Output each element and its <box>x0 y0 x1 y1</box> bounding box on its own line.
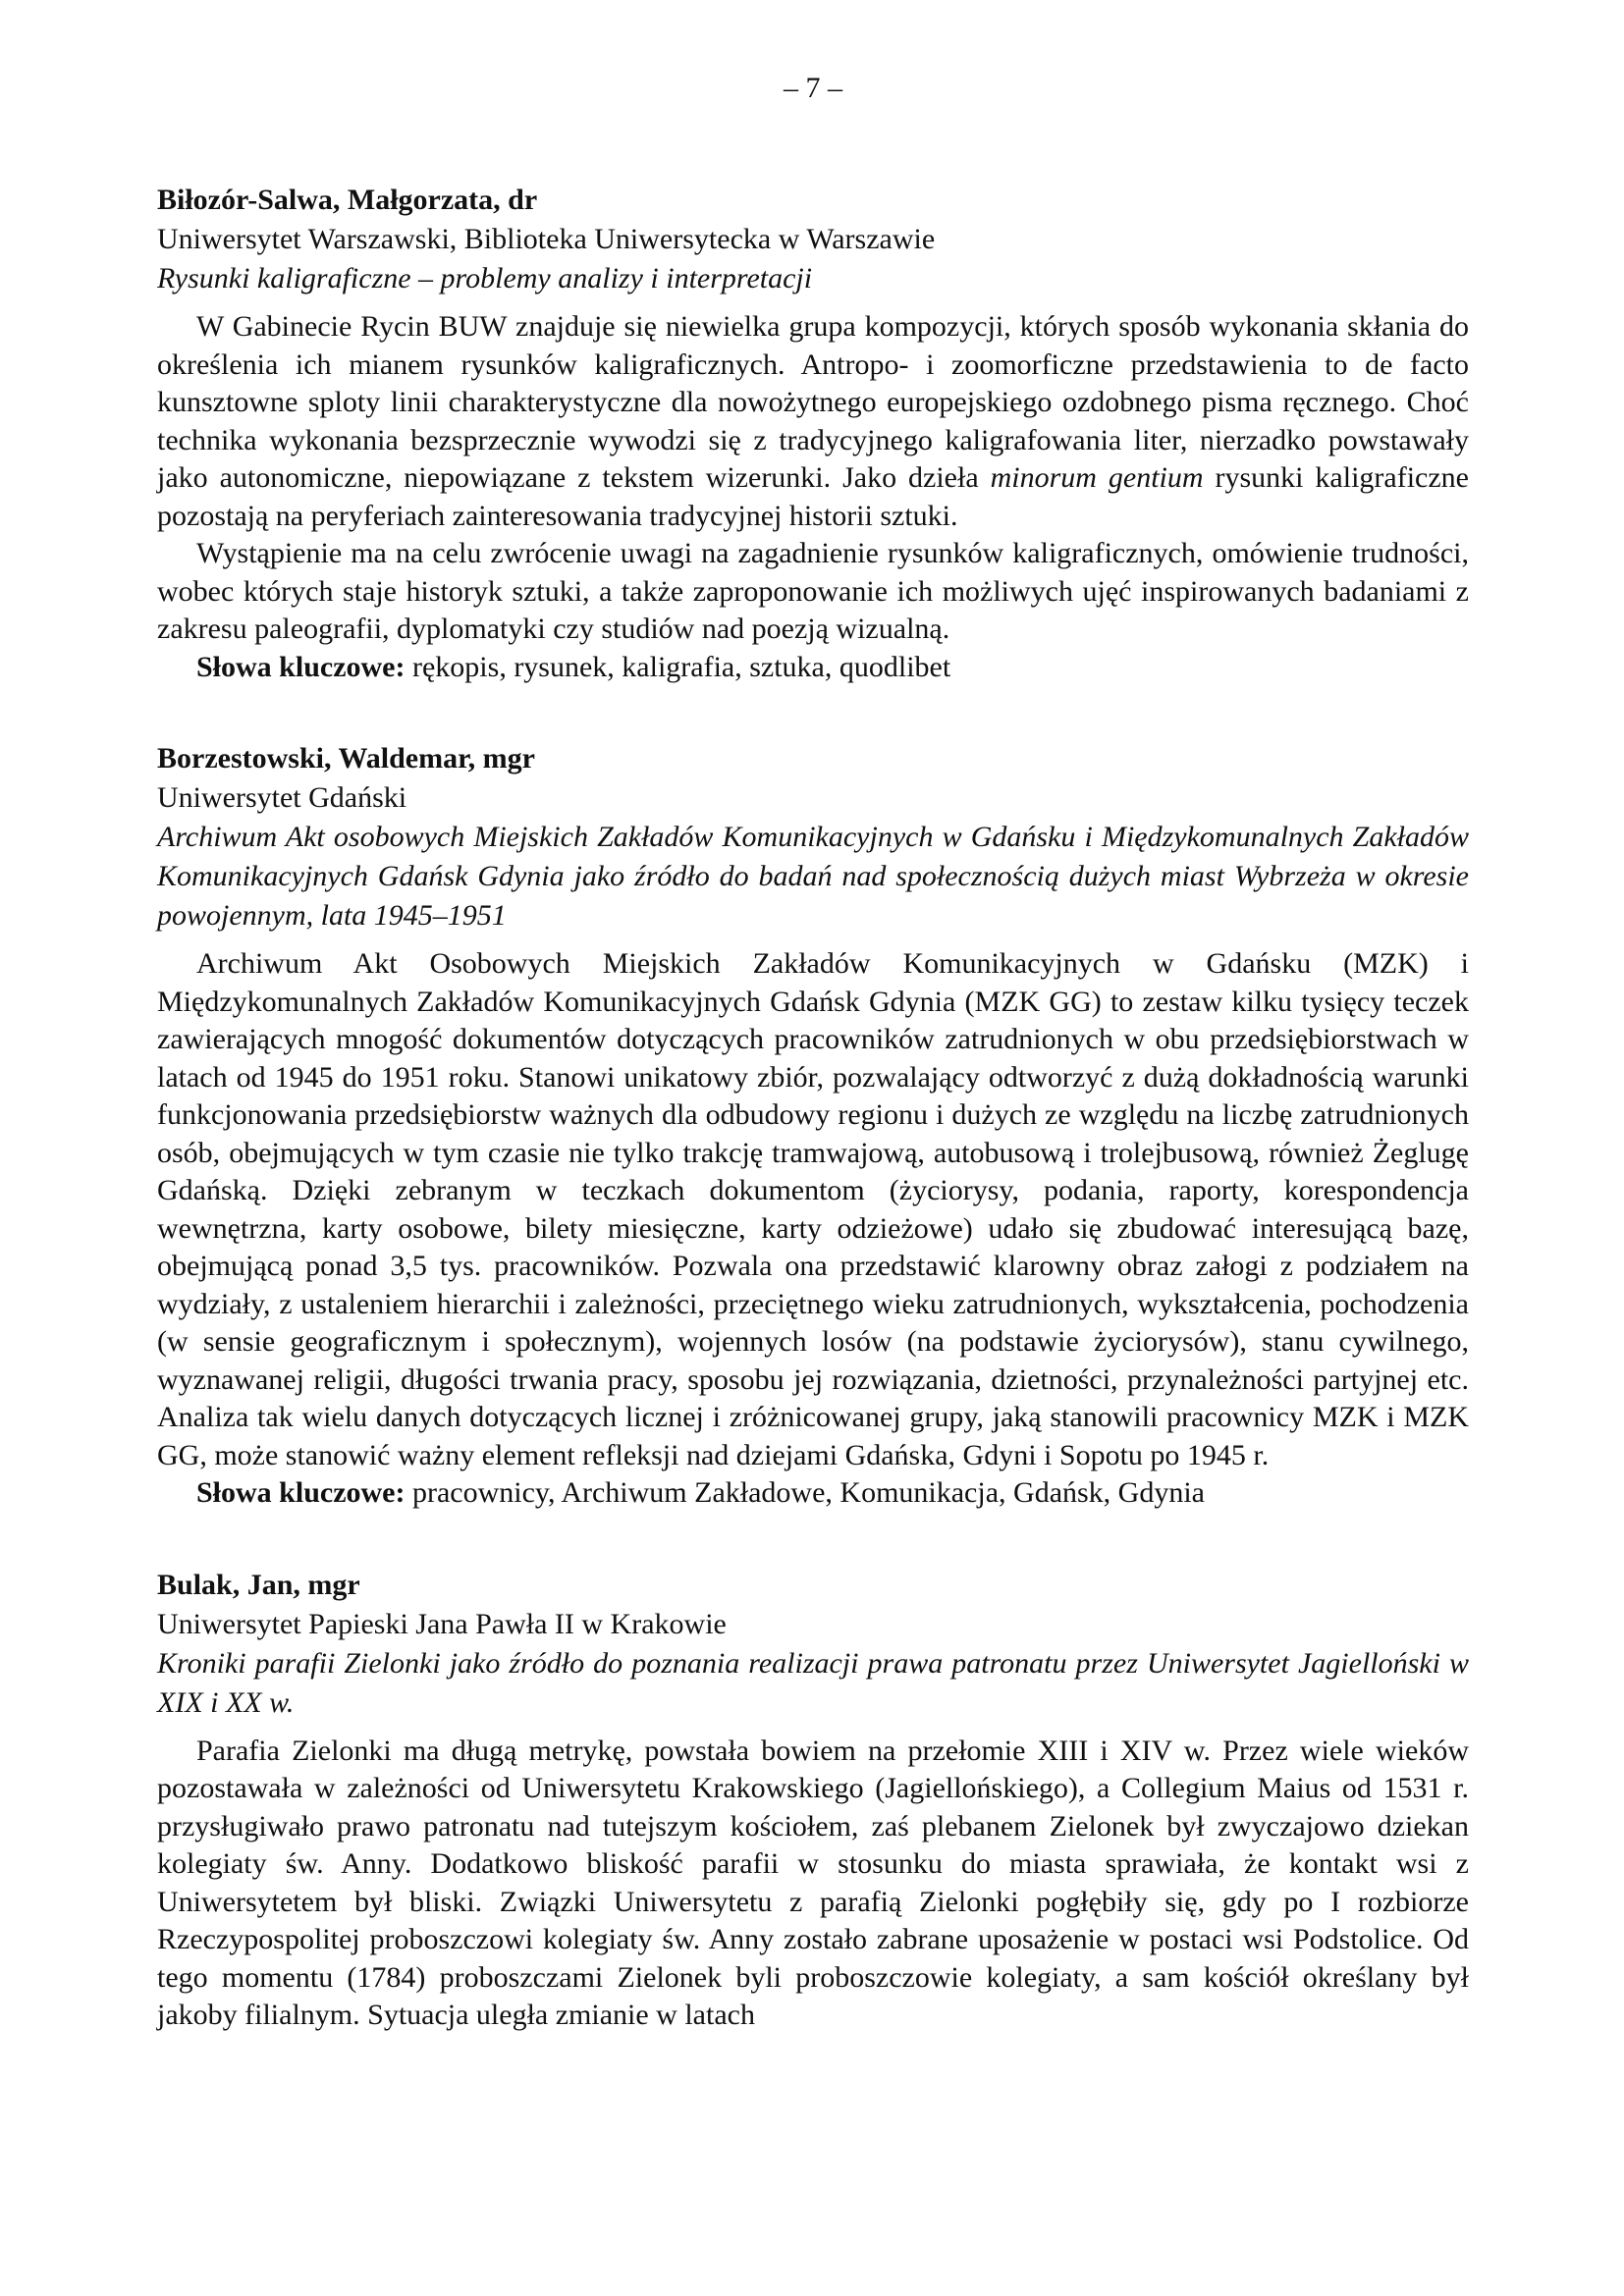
abstract-body <box>157 308 1469 686</box>
paragraph-text: rysunki kaligraficzne pozostają na peryferiach zainteresowania tradycyjnej historii sztuki. <box>157 461 1469 532</box>
abstract-paragraph: Parafia Zielonki ma długą metrykę, powstała bowiem na przełomie XIII i XIV w. Przez wiele wieków pozostawała w zależności od Uniwersytetu Krakowskiego (Jagiellońskiego), a Collegium Maius od 1531 r. przysługiwało prawo patronatu nad tutejszym kościołem, zaś plebanem Zielonek był zwyczajowo dziekan kolegiaty św. Anny. Dodatkowo bliskość parafii w stosunku do miasta sprawiała, że kontakt wsi z Uniwersytetem był bliski. Związki Uniwersytetu z parafią Zielonki pogłębiły się, gdy po I rozbiorze Rzeczypospolitej proboszczowi kolegiaty św. Anny zostało zabrane uposażenie w postaci wsi Podstolice. Od tego momentu (1784) proboszczami Zielonek byli proboszczowie kolegiaty, a sam kościół określany był jakoby filialnym. Sytuacja uległa zmianie w latach <box>157 1734 1469 2031</box>
keywords-list: rękopis, rysunek, kaligrafia, sztuka, quodlibet <box>405 650 951 683</box>
abstract-paragraph <box>157 308 1469 535</box>
abstract-title: Archiwum Akt osobowych Miejskich Zakładów Komunikacyjnych w Gdańsku i Międzykomunalnych Zakładów Komunikacyjnych Gdańsk Gdynia jako źródło do badań nad społecznością dużych miast Wybrzeża w okresie powojennym, lata 1945–1951 <box>157 821 1469 932</box>
keywords-label: Słowa kluczowe: <box>196 650 406 683</box>
author-name: Bulak, Jan, mgr <box>157 1568 360 1601</box>
author-affiliation: Uniwersytet Gdański <box>157 781 407 814</box>
paragraph-text: W Gabinecie Rycin BUW znajduje się niewielka grupa kompozycji, których sposób wykonania skłania do określenia ich mianem rysunków kaligraficznych. Antropo- i zoomorficzne przedstawienia to de facto kunsztowne sploty linii charakterystyczne dla nowożytnego europejskiego ozdobnego pisma ręcznego. Choć technika wykonania bezsprzecznie wywodzi się z tradycyjnego kaligrafowania liter, nierzadko powstawały jako autonomiczne, niepowiązane z tekstem wizerunki. Jako dzieła <box>157 310 1469 494</box>
abstract-entry <box>157 1566 1469 2035</box>
abstract-title: Kroniki parafii Zielonki jako źródło do poznania realizacji prawa patronatu przez Uniwersytet Jagielloński w XIX i XX w. <box>157 1646 1469 1719</box>
abstract-paragraph: Archiwum Akt Osobowych Miejskich Zakładów Komunikacyjnych w Gdańsku (MZK) i Międzykomunalnych Zakładów Komunikacyjnych Gdańsk Gdynia (MZK GG) to zestaw kilku tysięcy teczek zawierających mnogość dokumentów dotyczących pracowników zatrudnionych w obu przedsiębiorstwach w latach od 1945 do 1951 roku. Stanowi unikatowy zbiór, pozwalający odtworzyć z dużą dokładnością warunki funkcjonowania przedsiębiorstw ważnych dla odbudowy regionu i dużych ze względu na liczbę zatrudnionych osób, obejmujących w tym czasie nie tylko trakcję tramwajową, autobusową i trolejbusową, również Żeglugę Gdańską. Dzięki zebranym w teczkach dokumentom (życiorysy, podania, raporty, korespondencja wewnętrzna, karty osobowe, bilety miesięczne, karty odzieżowe) udało się zbudować interesującą bazę, obejmującą ponad 3,5 tys. pracowników. Pozwala ona przedstawić klarowny obraz załogi z podziałem na wydziały, z ustaleniem hierarchii i zależności, przeciętnego wieku zatrudnionych, wykształcenia, pochodzenia (w sensie geograficznym i społecznym), wojennych losów (na podstawie życiorysów), stanu cywilnego, wyznawanej religii, długości trwania pracy, sposobu jej rozwiązania, dzietności, przynależności partyjnej etc. Analiza tak wielu danych dotyczących licznej i zróżnicowanej grupy, jaką stanowili pracownicy MZK i MZK GG, może stanowić ważny element refleksji nad dziejami Gdańska, Gdyni i Sopotu po 1945 r. <box>157 947 1469 1471</box>
author-name: Biłozór-Salwa, Małgorzata, dr <box>157 184 538 216</box>
page-number: – 7 – <box>784 72 842 104</box>
document-page <box>157 69 1469 2088</box>
keywords-line <box>157 649 1469 687</box>
author-affiliation: Uniwersytet Warszawski, Biblioteka Uniwersytecka w Warszawie <box>157 223 936 255</box>
paragraph-emphasis: minorum gentium <box>990 461 1204 494</box>
keywords-line <box>157 1474 1469 1513</box>
author-affiliation: Uniwersytet Papieski Jana Pawła II w Krakowie <box>157 1607 727 1640</box>
author-name: Borzestowski, Waldemar, mgr <box>157 742 535 774</box>
keywords-list: pracownicy, Archiwum Zakładowe, Komunikacja, Gdańsk, Gdynia <box>405 1476 1205 1509</box>
abstract-entry <box>157 181 1469 686</box>
abstract-title: Rysunki kaligraficzne – problemy analizy i interpretacji <box>157 262 813 294</box>
abstract-paragraph: Wystąpienie ma na celu zwrócenie uwagi na zagadnienie rysunków kaligraficznych, omówienie trudności, wobec których staje historyk sztuki, a także zaproponowanie ich możliwych ujęć inspirowanych badaniami z zakresu paleografii, dyplomatyki czy studiów nad poezją wizualną. <box>157 537 1469 645</box>
keywords-label: Słowa kluczowe: <box>196 1476 406 1509</box>
abstract-entry <box>157 739 1469 1513</box>
abstract-body <box>157 945 1469 1513</box>
abstract-body <box>157 1733 1469 2035</box>
